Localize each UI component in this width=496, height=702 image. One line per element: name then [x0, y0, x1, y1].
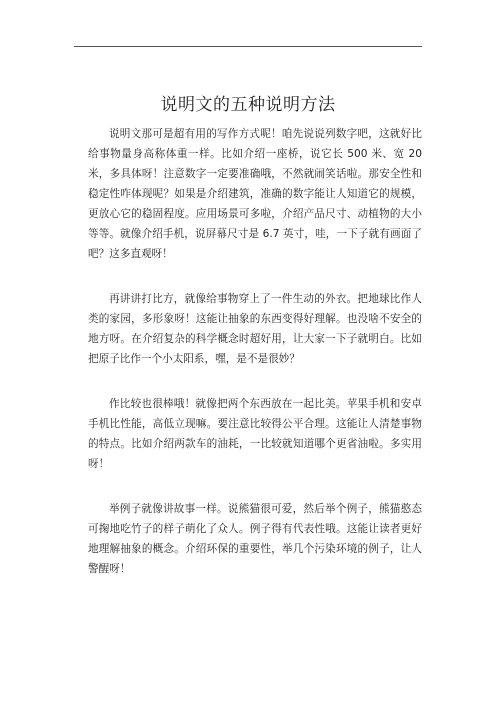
- paragraph-examples: 举例子就像讲故事一样。说熊猫很可爱，然后举个例子，熊猫憨态可掬地吃竹子的样子萌化了众人。例子得有代表性哦。这能让读者更好地理解抽象的概念。介绍环保的重要性，举几个污染环境的例子，让人警醒呀！: [88, 503, 422, 575]
- paragraph-metaphor: 再讲讲打比方，就像给事物穿上了一件生动的外衣。把地球比作人类的家园，多形象呀！这能让抽象的东西变得好理解。也没啥不安全的地方呀。在介绍复杂的科学概念时超好用，让大家一下子就明白。比如把原子比作一个小太阳系，嘿，是不是很妙？: [88, 293, 422, 365]
- document-title: 说明文的五种说明方法: [160, 95, 336, 115]
- header-rule: [74, 46, 422, 47]
- document-body: [88, 124, 422, 604]
- paragraph-comparison: 作比较也很棒哦！就像把两个东西放在一起比美。苹果手机和安卓手机比性能，高低立现嘛。要注意比较得公平合理。这能让人清楚事物的特点。比如介绍两款车的油耗，一比较就知道哪个更省油啦。多实用呀！: [88, 398, 422, 470]
- paragraph-list-numbers: 说明文那可是超有用的写作方式呢！咱先说说列数字吧，这就好比给事物量身高称体重一样。比如介绍一座桥，说它长 500 米、宽 20 米，多具体呀！注意数字一定要准确哦，不然就闹笑话啦。那安全性和稳定性咋体现呢？如果是介绍建筑，准确的数字能让人知道它的规模，更放心它的稳固程度。应用场景可多啦，介绍产品尺寸、动植物的大小等等。就像介绍手机，说屏幕尺寸是 6.7 英寸，哇，一下子就有画面了吧？这多直观呀！: [88, 128, 422, 260]
